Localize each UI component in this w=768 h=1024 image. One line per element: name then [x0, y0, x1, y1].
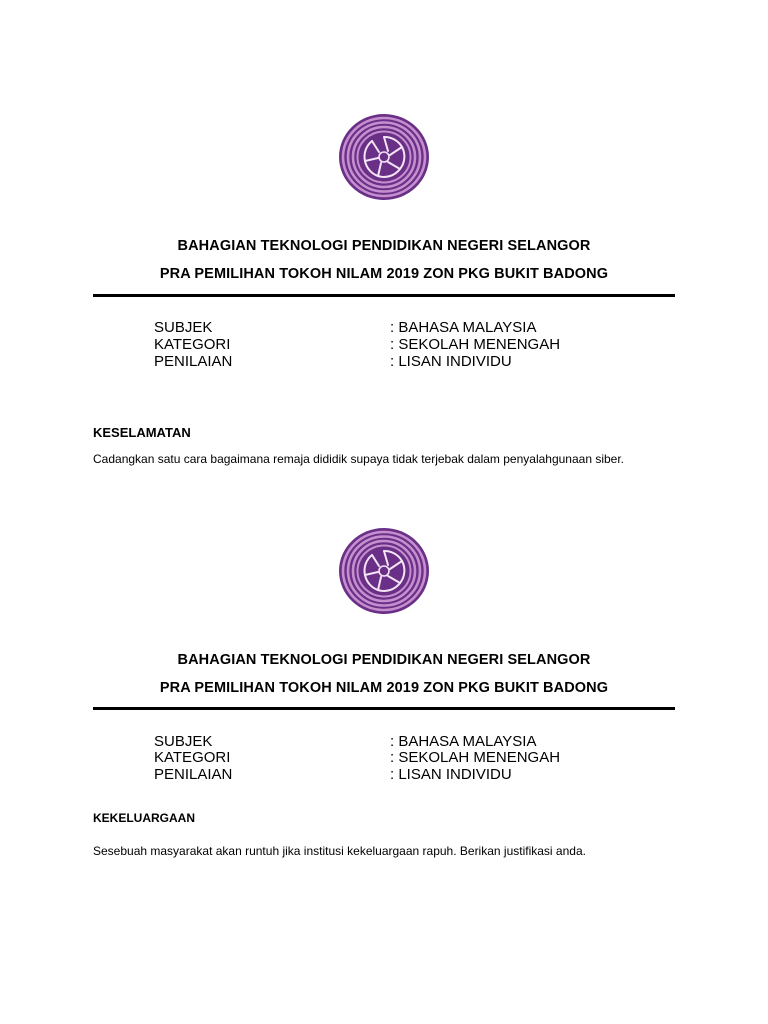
- aperture-logo-icon: [338, 113, 430, 201]
- topic-title: KEKELUARGAAN: [93, 811, 195, 825]
- field-label: KATEGORI: [154, 336, 231, 353]
- field-value: : BAHASA MALAYSIA: [390, 319, 537, 336]
- field-value: : BAHASA MALAYSIA: [390, 733, 537, 750]
- field-value: : SEKOLAH MENENGAH: [390, 336, 561, 353]
- field-label: KATEGORI: [154, 749, 231, 766]
- field-subjek: [0, 733, 768, 750]
- aperture-logo-icon: [338, 527, 430, 615]
- field-subjek: [0, 319, 768, 336]
- logo-icon: [338, 113, 430, 201]
- field-kategori: [0, 336, 768, 353]
- field-penilaian: [0, 766, 768, 783]
- topic-title: KESELAMATAN: [93, 425, 191, 440]
- event-heading: PRA PEMILIHAN TOKOH NILAM 2019 ZON PKG BUKIT BADONG: [159, 680, 609, 696]
- event-heading: PRA PEMILIHAN TOKOH NILAM 2019 ZON PKG BUKIT BADONG: [159, 266, 609, 282]
- field-kategori: [0, 749, 768, 766]
- field-penilaian: [0, 353, 768, 370]
- divider: [93, 294, 675, 297]
- field-value: : SEKOLAH MENENGAH: [390, 749, 561, 766]
- field-value: : LISAN INDIVIDU: [390, 766, 512, 783]
- field-label: SUBJEK: [154, 319, 213, 336]
- question-text: Cadangkan satu cara bagaimana remaja dididik supaya tidak terjebak dalam penyalahgunaan siber.: [93, 452, 625, 466]
- question-text: Sesebuah masyarakat akan runtuh jika institusi kekeluargaan rapuh. Berikan justifikasi anda.: [93, 844, 586, 858]
- logo-icon: [338, 527, 430, 615]
- section-keselamatan: [0, 0, 768, 500]
- field-label: PENILAIAN: [154, 353, 233, 370]
- department-heading: BAHAGIAN TEKNOLOGI PENDIDIKAN NEGERI SELANGOR: [177, 652, 591, 668]
- field-value: : LISAN INDIVIDU: [390, 353, 512, 370]
- department-heading: BAHAGIAN TEKNOLOGI PENDIDIKAN NEGERI SELANGOR: [177, 238, 591, 254]
- field-label: SUBJEK: [154, 733, 213, 750]
- field-label: PENILAIAN: [154, 766, 233, 783]
- divider: [93, 707, 675, 710]
